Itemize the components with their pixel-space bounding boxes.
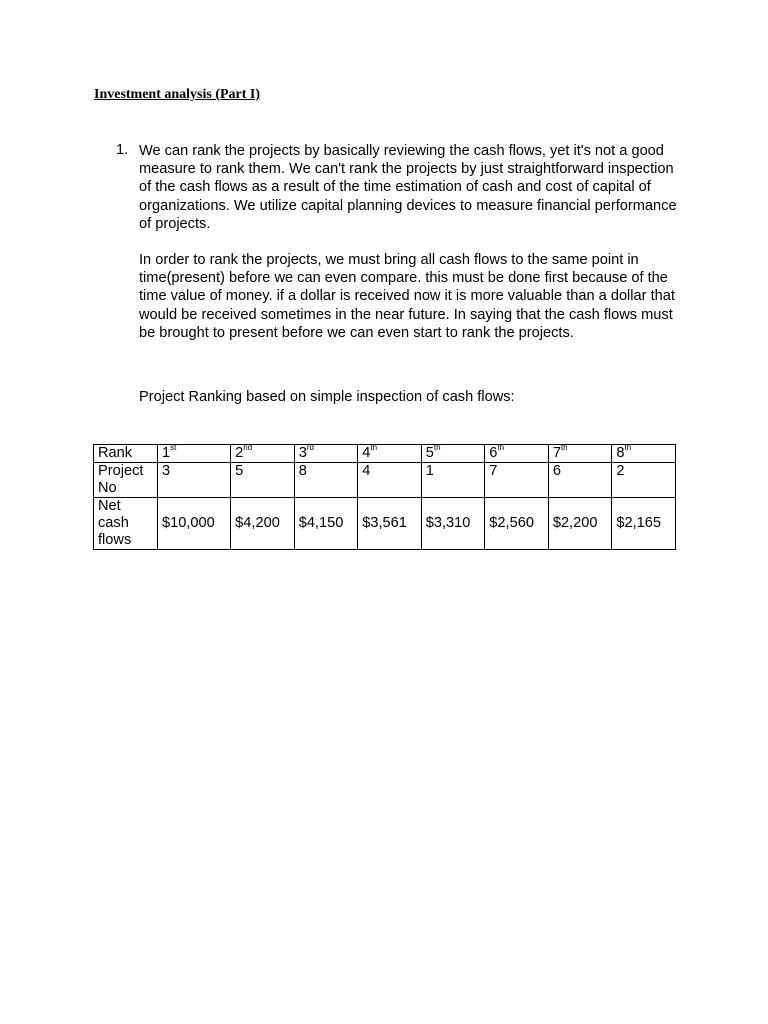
rank-number: 7	[552, 445, 561, 461]
rank-header-cell: Rank	[94, 445, 158, 463]
rank-number: 4	[362, 445, 371, 461]
project-number-cell: 2	[612, 463, 676, 498]
project-number-cell: 4	[358, 463, 422, 498]
rank-number: 5	[425, 445, 434, 461]
rank-number: 1	[162, 445, 171, 461]
project-number-cell: 8	[294, 463, 358, 498]
project-number-cell: 7	[485, 463, 549, 498]
cash-flow-cell: $10,000	[158, 498, 231, 550]
project-number-cell: 6	[548, 463, 612, 498]
rank-number: 3	[298, 445, 307, 461]
cash-flow-cell: $2,165	[612, 498, 676, 550]
cash-flows-header-cell: Net cash flows	[94, 498, 158, 550]
rank-cell	[358, 445, 422, 463]
cash-flow-cell: $2,200	[548, 498, 612, 550]
cash-flow-cell: $3,561	[358, 498, 422, 550]
rank-number: 6	[489, 445, 498, 461]
document-title: Investment analysis (Part I)	[94, 87, 261, 102]
cash-flow-cell: $4,200	[231, 498, 295, 550]
project-number-cell: 5	[231, 463, 295, 498]
rank-cell	[158, 445, 231, 463]
rank-suffix: th	[433, 443, 441, 452]
paragraph-table-intro: Project Ranking based on simple inspection of cash flows:	[139, 389, 515, 405]
rank-suffix: th	[370, 443, 378, 452]
project-number-cell: 3	[158, 463, 231, 498]
rank-cell	[548, 445, 612, 463]
rank-number: 8	[616, 445, 625, 461]
list-number: 1.	[116, 142, 129, 158]
project-header-cell: Project No	[94, 463, 158, 498]
table-row-rank	[94, 445, 676, 463]
table-row-cash-flows	[94, 498, 676, 550]
rank-suffix: th	[497, 443, 505, 452]
rank-suffix: nd	[243, 443, 253, 452]
rank-suffix: rd	[306, 443, 314, 452]
project-number-cell: 1	[421, 463, 485, 498]
paragraph-time-value: In order to rank the projects, we must bring all cash flows to the same point in time(present) before we can even compare. this must be done first because of the time value of money. if a dollar is received now it is more valuable than a dollar that would be received sometimes in the near future. In saying that the cash flows must be brought to present before we can even start to rank the projects.	[139, 252, 675, 341]
table-row-project	[94, 463, 676, 498]
rank-cell	[294, 445, 358, 463]
cash-flow-cell: $2,560	[485, 498, 549, 550]
rank-cell	[231, 445, 295, 463]
cash-flow-cell: $3,310	[421, 498, 485, 550]
rank-suffix: th	[560, 443, 568, 452]
rank-number: 2	[235, 445, 244, 461]
rank-cell	[421, 445, 485, 463]
rank-cell	[612, 445, 676, 463]
rank-suffix: st	[170, 443, 177, 452]
rank-suffix: th	[624, 443, 632, 452]
cash-flow-cell: $4,150	[294, 498, 358, 550]
rank-cell	[485, 445, 549, 463]
project-ranking-table	[93, 444, 676, 550]
paragraph-ranking-review: We can rank the projects by basically reviewing the cash flows, yet it's not a good measure to rank them. We can't rank the projects by just straightforward inspection of the cash flows as a result of the time estimation of cash and cost of capital of organizations. We utilize capital planning devices to measure financial performance of projects.	[139, 143, 677, 232]
